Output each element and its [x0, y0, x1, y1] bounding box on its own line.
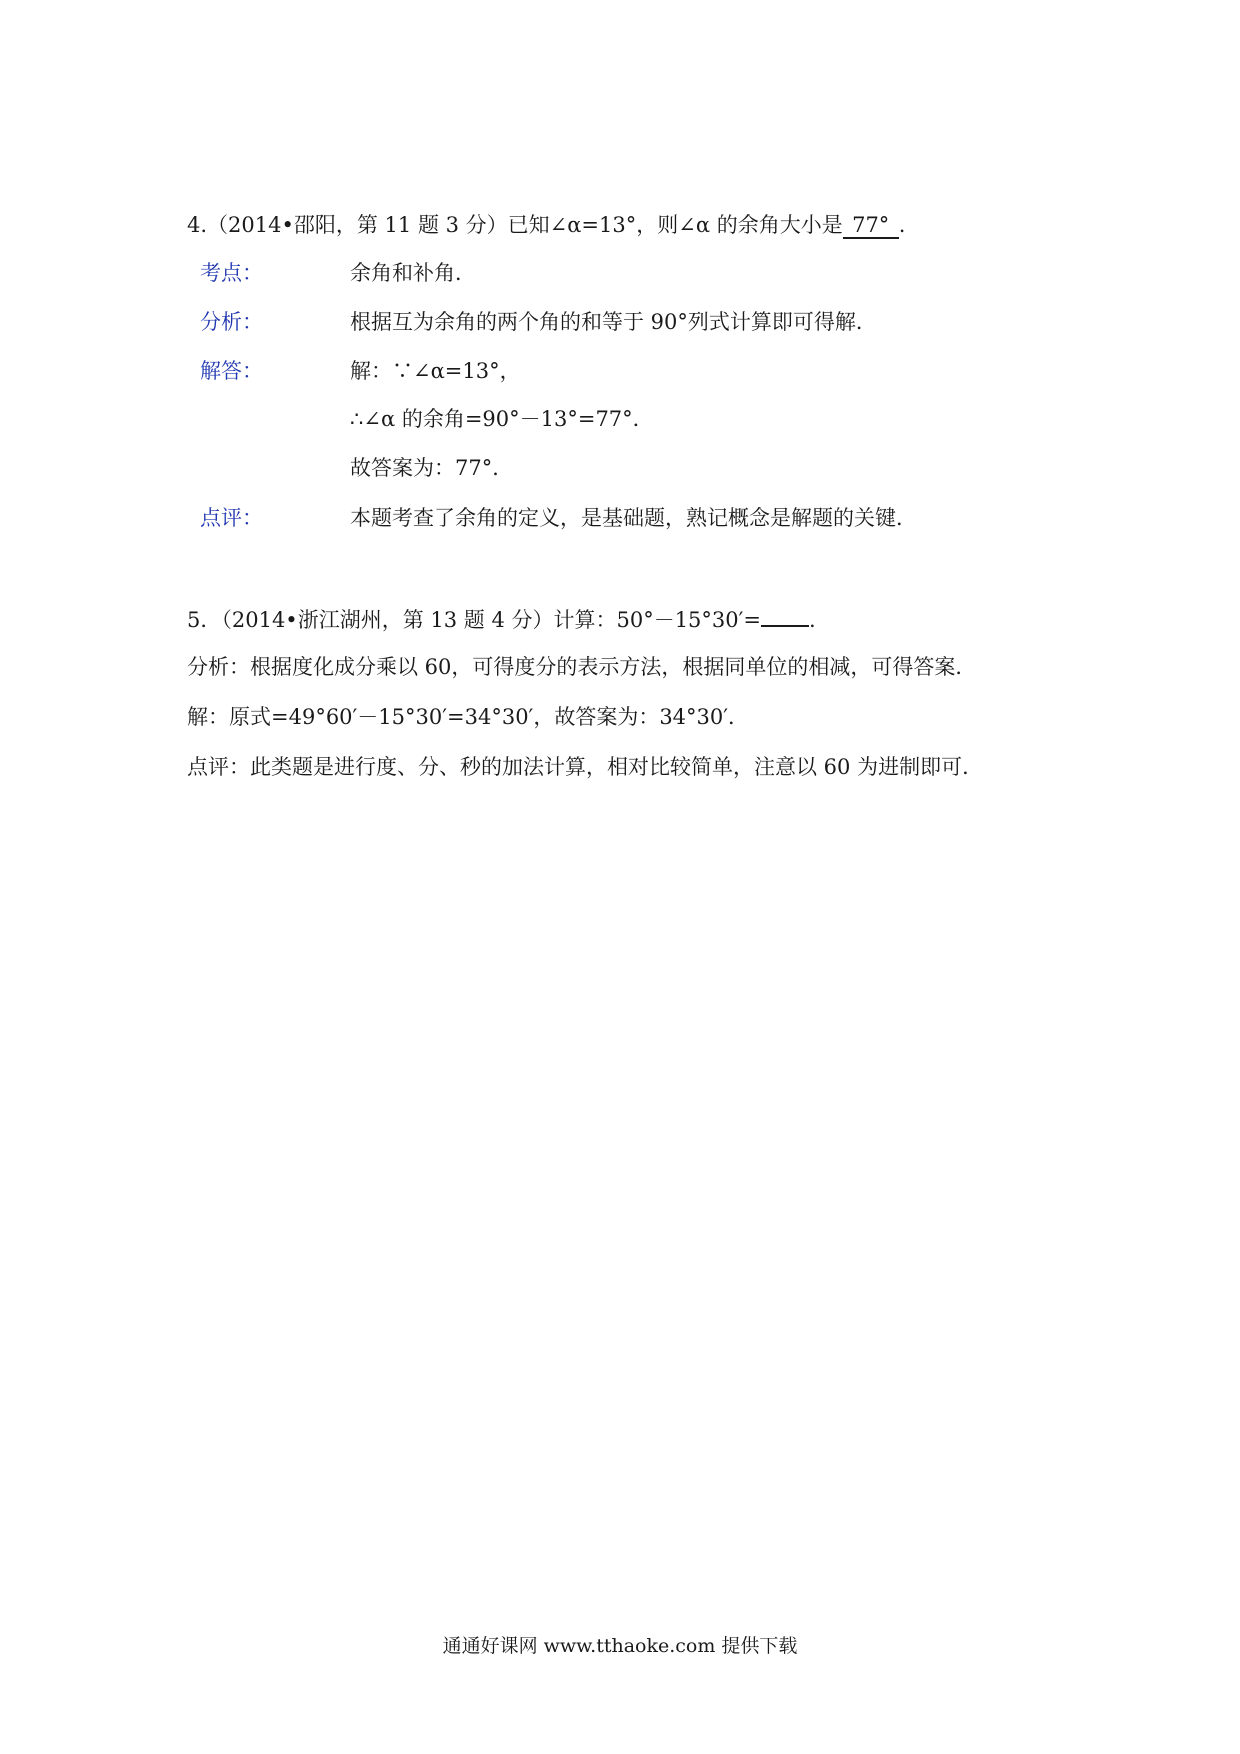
question-5-analysis: 分析：根据度化成分乘以 60，可得度分的表示方法，根据同单位的相减，可得答案． — [187, 655, 977, 679]
dianping-label: 点评： — [200, 506, 263, 530]
question-5-answer-blank — [761, 603, 809, 627]
kaodian-text: 余角和补角． — [350, 261, 476, 285]
question-4-stem — [187, 210, 905, 240]
question-5-comment: 点评：此类题是进行度、分、秒的加法计算，相对比较简单，注意以 60 为进制即可． — [187, 755, 984, 779]
question-5-stem-end: . — [809, 608, 816, 632]
page-footer: 通通好课网 www.tthaoke.com 提供下载 — [442, 1635, 798, 1657]
jieda-line-1: 解：∵∠α=13°， — [350, 359, 521, 383]
kaodian-label: 考点： — [200, 261, 263, 285]
fenxi-label: 分析： — [200, 310, 263, 334]
question-5-stem — [187, 603, 816, 635]
question-5-solution: 解：原式=49°60′－15°30′=34°30′，故答案为：34°30′． — [187, 705, 750, 729]
question-5-stem-text: 5．（2014•浙江湖州，第 13 题 4 分）计算：50°－15°30′= — [187, 608, 762, 632]
fenxi-text: 根据互为余角的两个角的和等于 90°列式计算即可得解． — [350, 310, 877, 334]
question-4-stem-end: . — [898, 213, 906, 237]
question-4-answer-blank: 77° — [843, 213, 899, 239]
jieda-line-3: 故答案为：77°． — [350, 456, 514, 480]
jieda-line-2: ∴∠α 的余角=90°－13°=77°． — [350, 407, 654, 431]
dianping-text: 本题考查了余角的定义，是基础题，熟记概念是解题的关键． — [350, 506, 917, 530]
question-4-stem-text: 4.（2014•邵阳，第 11 题 3 分）已知∠α=13°，则∠α 的余角大小是 — [187, 213, 843, 237]
jieda-label: 解答： — [200, 359, 263, 383]
